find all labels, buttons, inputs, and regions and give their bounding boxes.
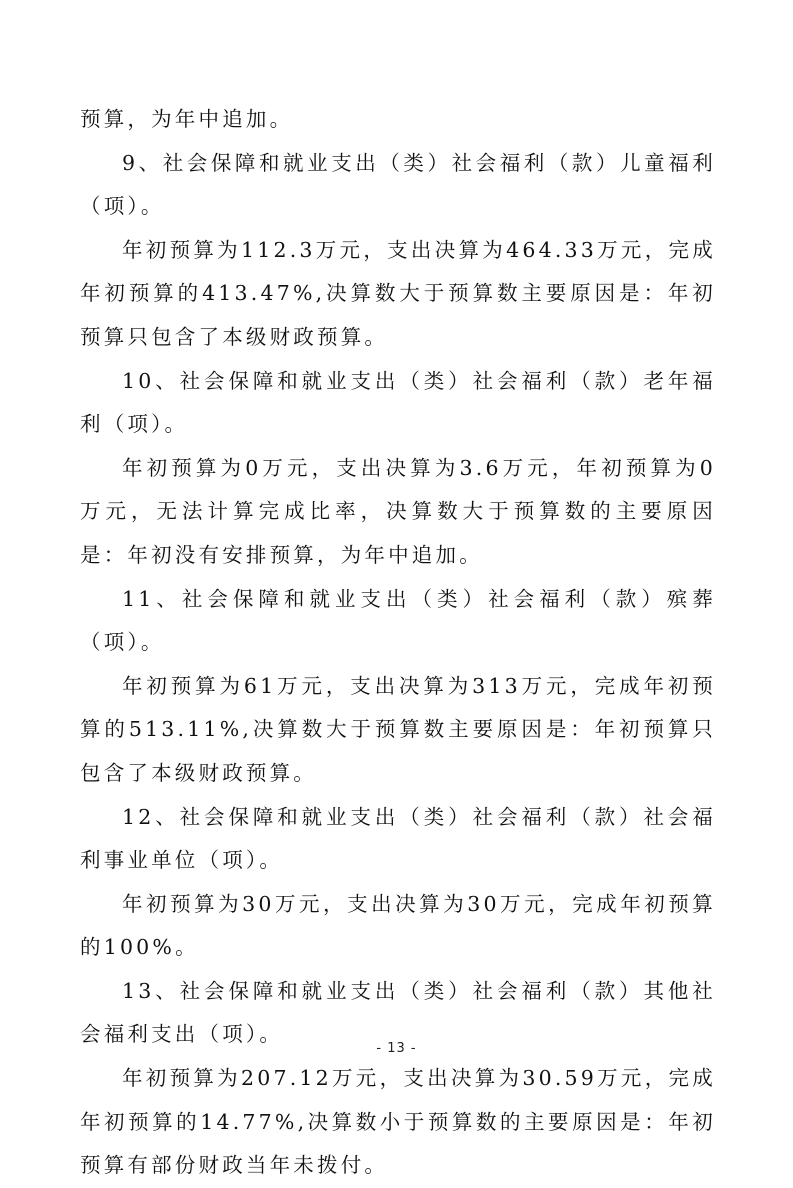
paragraph-item-12-detail: 年初预算为30万元，支出决算为30万元，完成年初预算的100%。 — [80, 891, 716, 960]
paragraph-item-12-heading: 12、社会保障和就业支出（类）社会福利（款）社会福利事业单位（项）。 — [80, 804, 716, 873]
document-body — [80, 98, 716, 1188]
paragraph-item-9-heading: 9、社会保障和就业支出（类）社会福利（款）儿童福利（项）。 — [80, 150, 716, 219]
paragraph-item-11-heading: 11、社会保障和就业支出（类）社会福利（款）殡葬（项）。 — [80, 586, 716, 655]
paragraph-item-13-detail: 年初预算为207.12万元，支出决算为30.59万元，完成年初预算的14.77%,决算数小于预算数的主要原因是：年初预算有部份财政当年未拨付。 — [80, 1066, 716, 1178]
page-number: - 13 - — [376, 1041, 417, 1056]
paragraph-item-10-detail: 年初预算为0万元，支出决算为3.6万元，年初预算为0万元，无法计算完成比率，决算数大于预算数的主要原因是：年初没有安排预算，为年中追加。 — [80, 455, 716, 567]
paragraph-item-11-detail: 年初预算为61万元，支出决算为313万元，完成年初预算的513.11%,决算数大于预算数主要原因是：年初预算只包含了本级财政预算。 — [80, 673, 716, 785]
paragraph-item-13-heading: 13、社会保障和就业支出（类）社会福利（款）其他社会福利支出（项）。 — [80, 978, 716, 1047]
paragraph-continuation: 预算，为年中追加。 — [80, 107, 294, 131]
paragraph-item-10-heading: 10、社会保障和就业支出（类）社会福利（款）老年福利（项）。 — [80, 368, 716, 437]
paragraph-item-9-detail: 年初预算为112.3万元，支出决算为464.33万元，完成年初预算的413.47%,决算数大于预算数主要原因是：年初预算只包含了本级财政预算。 — [80, 237, 716, 349]
